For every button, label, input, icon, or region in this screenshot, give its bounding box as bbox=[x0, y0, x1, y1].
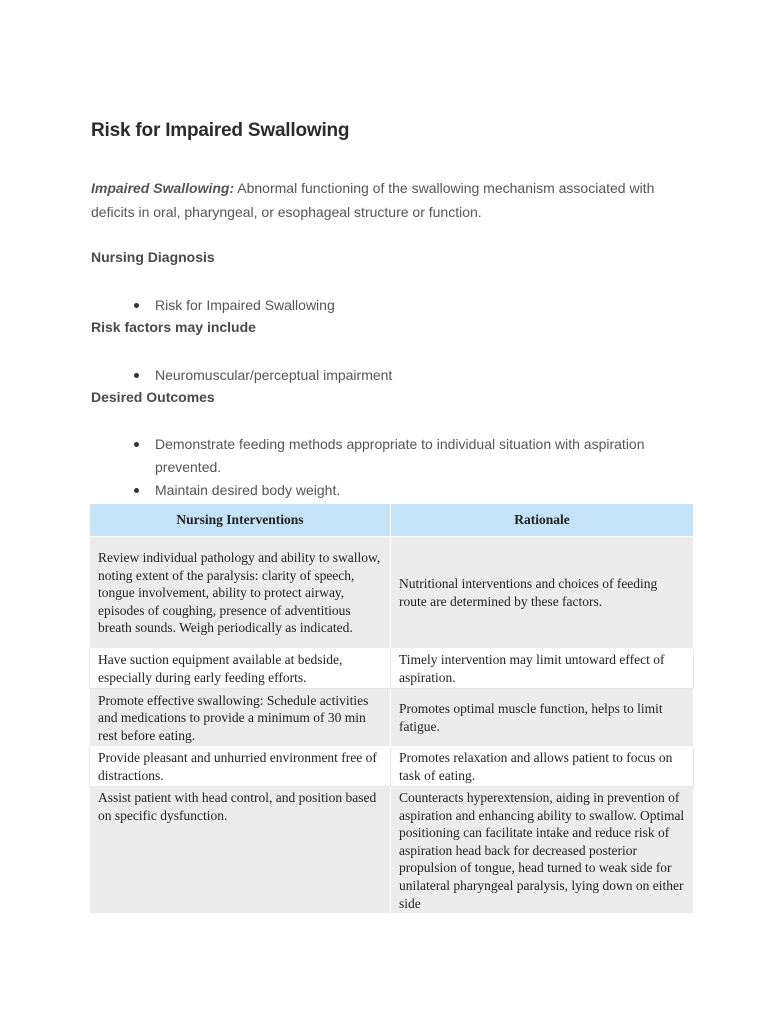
outcomes-list bbox=[155, 433, 685, 502]
rationale-cell: Timely intervention may limit untoward effect of aspiration. bbox=[391, 649, 694, 689]
interventions-table bbox=[89, 503, 694, 914]
intervention-cell: Have suction equipment available at bedside, especially during early feeding efforts. bbox=[90, 649, 391, 689]
rationale-cell: Nutritional interventions and choices of feeding route are determined by these factors. bbox=[391, 537, 694, 649]
definition-term: Impaired Swallowing: bbox=[91, 180, 235, 196]
desired-outcomes-heading: Desired Outcomes bbox=[91, 389, 215, 405]
table-row bbox=[90, 537, 694, 649]
nursing-diagnosis-heading: Nursing Diagnosis bbox=[91, 249, 215, 265]
page-title: Risk for Impaired Swallowing bbox=[91, 120, 350, 141]
risk-factors-list bbox=[155, 364, 685, 387]
table-row bbox=[90, 689, 694, 747]
bullet-icon bbox=[134, 373, 139, 378]
bullet-icon bbox=[134, 488, 139, 493]
intervention-cell: Promote effective swallowing: Schedule activities and medications to provide a minimum of 30 min rest before eating. bbox=[90, 689, 391, 747]
list-item: Neuromuscular/perceptual impairment bbox=[155, 364, 685, 387]
intervention-cell: Provide pleasant and unhurried environment free of distractions. bbox=[90, 747, 391, 787]
rationale-cell: Promotes optimal muscle function, helps to limit fatigue. bbox=[391, 689, 694, 747]
table-header-row bbox=[90, 504, 694, 537]
risk-factors-heading: Risk factors may include bbox=[91, 319, 256, 335]
intervention-cell: Assist patient with head control, and position based on specific dysfunction. bbox=[90, 787, 391, 914]
definition-text: Abnormal functioning of the swallowing mechanism associated with deficits in oral, pharyngeal, or esophageal structure or function. bbox=[91, 180, 655, 220]
list-item: Demonstrate feeding methods appropriate to individual situation with aspiration prevented. bbox=[155, 433, 685, 479]
rationale-cell: Counteracts hyperextension, aiding in prevention of aspiration and enhancing ability to swallow. Optimal positioning can facilitate intake and reduce risk of aspiration head back for decreased posterior propulsion of tongue, head turned to weak side for unilateral pharyngeal paralysis, lying down on either side bbox=[391, 787, 694, 914]
column-header-interventions: Nursing Interventions bbox=[90, 504, 391, 537]
rationale-cell: Promotes relaxation and allows patient to focus on task of eating. bbox=[391, 747, 694, 787]
list-item: Risk for Impaired Swallowing bbox=[155, 294, 685, 317]
column-header-rationale: Rationale bbox=[391, 504, 694, 537]
list-item: Maintain desired body weight. bbox=[155, 479, 685, 502]
bullet-icon bbox=[134, 303, 139, 308]
definition-paragraph bbox=[91, 176, 691, 224]
diagnosis-list bbox=[155, 294, 685, 317]
intervention-cell: Review individual pathology and ability to swallow, noting extent of the paralysis: clarity of speech, tongue involvement, ability to protect airway, episodes of coughing, presence of adventitious breath sounds. Weigh periodically as indicated. bbox=[90, 537, 391, 649]
table-row bbox=[90, 747, 694, 787]
table-row bbox=[90, 787, 694, 914]
table-row bbox=[90, 649, 694, 689]
bullet-icon bbox=[134, 442, 139, 447]
